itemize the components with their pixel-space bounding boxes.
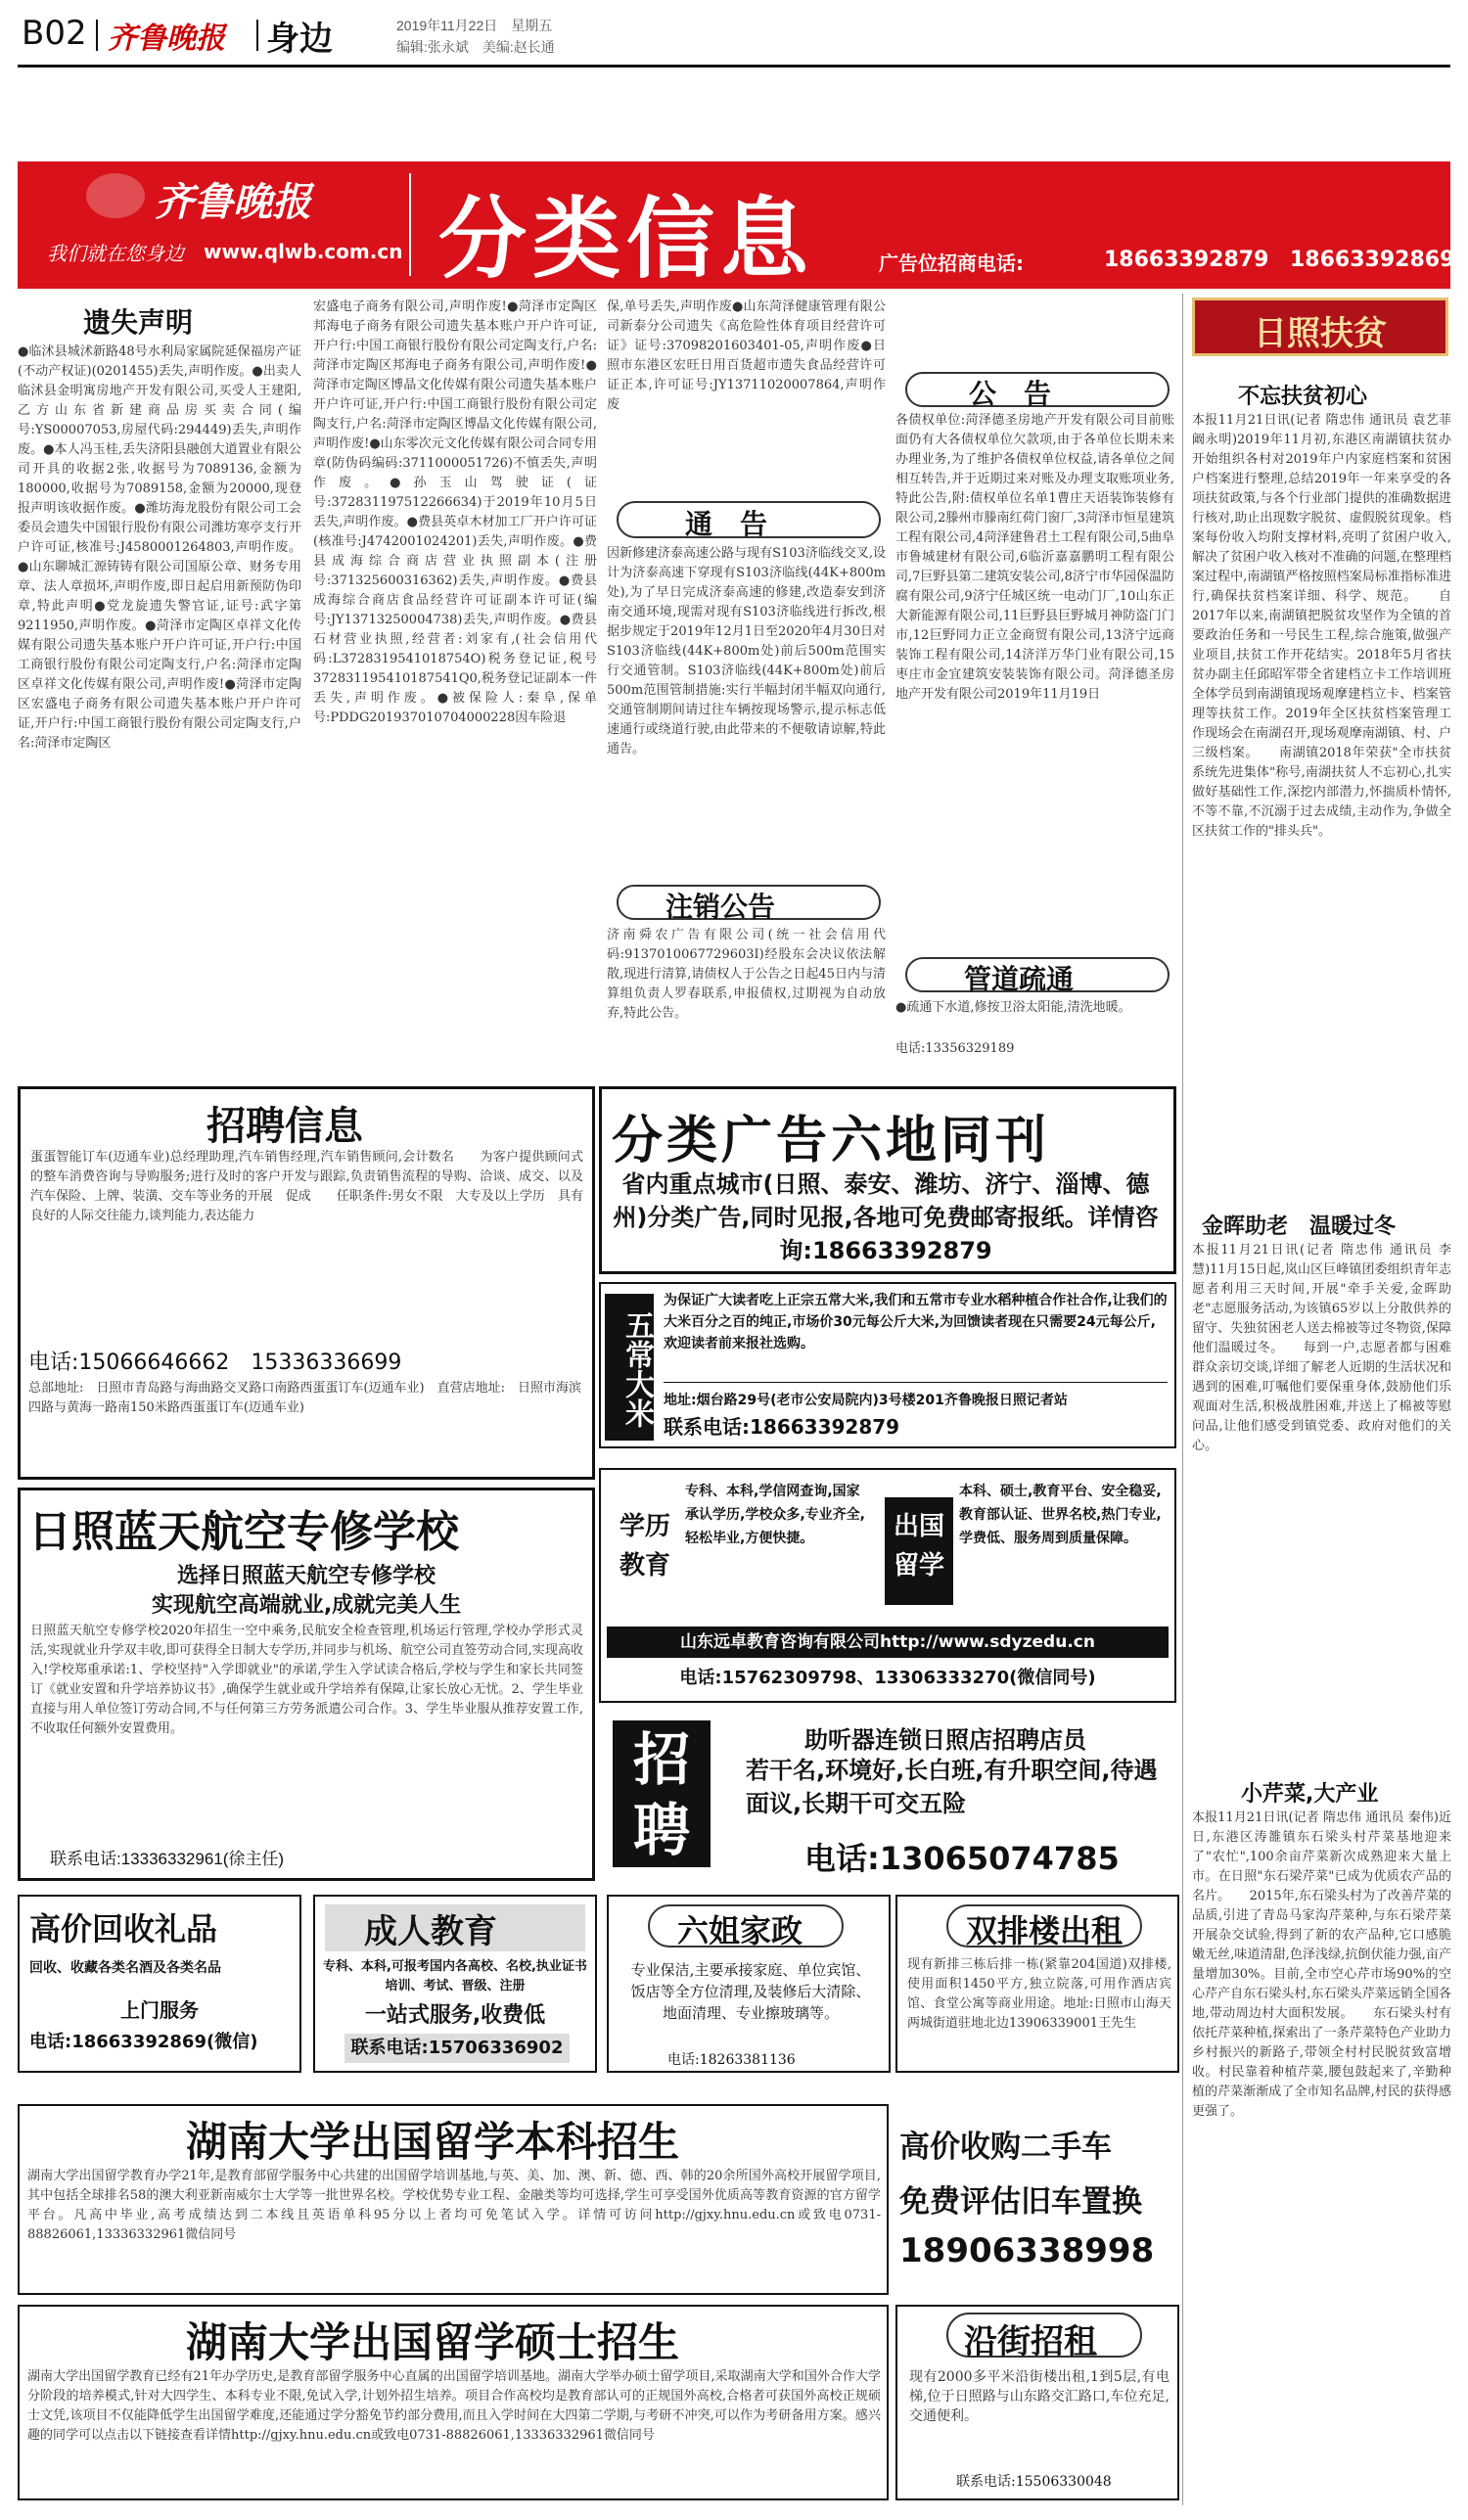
- rent-box: [895, 1895, 1179, 2073]
- hunan-master-box: [18, 2305, 889, 2500]
- section-name: 身边: [266, 20, 333, 59]
- hire-label: 招聘: [613, 1720, 711, 1867]
- cancel-title: 注销公告: [665, 891, 776, 923]
- recruit-title: 招聘信息: [206, 1104, 363, 1149]
- banner-hotline-label: 广告位招商电话:: [879, 252, 1024, 275]
- housekeeping-body: 专业保洁,主要承接家庭、单位宾馆、饭店等全方位清理,及装修后大清除、地面清理、专业擦玻璃等。: [630, 1961, 871, 2022]
- recruit-box: [18, 1086, 595, 1480]
- street-rent-phone: 联系电话:15506330048: [956, 2474, 1112, 2490]
- gift-phone: 电话:18663392869(微信): [29, 2032, 258, 2052]
- page-number: B02: [22, 14, 87, 53]
- banner-slogan: 我们就在您身边: [47, 242, 184, 265]
- banner-phone-1: 18663392879: [1104, 248, 1269, 272]
- flight-school-phone: 联系电话:13336332961(徐主任): [50, 1850, 285, 1868]
- used-car-phone: 18906338998: [899, 2231, 1155, 2270]
- lost-col-1: ●临沭县城沭新路48号水利局家属院延保福房产证(不动产权证)(0201455)丢失,声明作废。●出卖人临沭县金明寓房地产开发有限公司,买受人王建阳,乙方山东省新建商品房买卖合同(编号:YS00007053,房屋代码:294449)丢失,声明作废。●本人冯玉桂,丢失济阳县融创大道置业有限公司开具的收据2张,收据号为7089136,金额为180000,收据号为7089158,金额为20000,现登报声明该收据作废。●潍坊海龙股份有限公司工会委员会遗失中国银行股份有限公司潍坊寒亭支行开户许可证,核准号:J4580001264803,声明作废。●山东聊城汇源铸铸有限公司国原公章、财务专用章、法人章损坏,声明作废,即日起启用新预防伪印章,特此声明●党龙旋遗失警官证,证号:武字第9211950,声明作废。●菏泽市定陶区卓祥文化传媒有限公司遗失基本账户开户许可证,开户行:中国工商银行股份有限公司定陶支行,户名:菏泽市定陶区卓祥文化传媒有限公司,声明作废!●菏泽市定陶区宏盛电子商务有限公司遗失基本账户开户许可证,开户行:中国工商银行股份有限公司定陶支行,户名:菏泽市定陶区: [18, 344, 301, 751]
- flight-school-sub-1: 选择日照蓝天航空专修学校: [176, 1564, 436, 1588]
- gift-box: [18, 1895, 301, 2073]
- gift-service: 上门服务: [120, 1998, 199, 2022]
- hunan-master-title: 湖南大学出国留学硕士招生: [186, 2318, 680, 2366]
- flight-school-title: 日照蓝天航空专修学校: [28, 1507, 459, 1557]
- edu-body-1: 专科、本科,学信网查询,国家承认学历,学校众多,专业齐全,轻松毕业,方便快捷。: [685, 1484, 865, 1546]
- adult-edu-phone: 联系电话:15706336902: [344, 2034, 570, 2063]
- housekeeping-phone: 电话:18263381136: [667, 2052, 796, 2068]
- editors: 编辑:张永斌 美编:赵长通: [396, 39, 555, 55]
- hunan-bachelor-body: 湖南大学出国留学教育办学21年,是教育部留学服务中心共建的出国留学培训基地,与英、美、加、澳、新、德、西、韩的20余所国外高校开展留学项目,其中包括全球排名58的澳大利亚新南威尔士大学等一批世界名校。学校优势专业工程、金融类等均可选择,学生可享受国外优质高等教育资源的官方留学平台。凡高中毕业,高考成绩达到二本线且英语单科95分以上者均可免笔试入学。详情可访问http://gjxy.hnu.edu.cn或致电0731-88826061,13336332961微信同号: [27, 2169, 881, 2242]
- banner-phone-2: 18663392869: [1290, 248, 1455, 272]
- banner: [18, 161, 1455, 291]
- street-rent-box: [895, 2305, 1179, 2500]
- flight-school-sub-2: 实现航空高端就业,成就完美人生: [151, 1593, 462, 1618]
- poverty-a1-title: 不忘扶贫初心: [1238, 385, 1368, 409]
- drain-phone: 电话:13356329189: [895, 1041, 1015, 1056]
- street-rent-title: 沿街招租: [964, 2322, 1097, 2361]
- used-car-box: [895, 2104, 1179, 2295]
- rice-phone: 联系电话:18663392879: [664, 1415, 900, 1439]
- rent-title: 双排楼出租: [966, 1912, 1124, 1949]
- cancel-body: 济南舜农广告有限公司(统一社会信用代码:9137010067729603I)经股东会决议依法解散,现进行清算,请债权人于公告之日起45日内与清算组负责人罗春联系,申报债权,过期视为自动放弃,特此公告。: [607, 928, 886, 1021]
- hire-phone: 电话:13065074785: [804, 1840, 1120, 1877]
- adult-edu-box: [313, 1895, 597, 2073]
- hire-box: [599, 1711, 1176, 1879]
- notice-2-title: 公 告: [969, 378, 1052, 410]
- hire-body: 若干名,环境好,长白班,有升职空间,待遇面议,长期干可交五险: [746, 1757, 1158, 1817]
- paper-name: 齐鲁晚报: [108, 22, 225, 56]
- hunan-bachelor-title: 湖南大学出国留学本科招生: [186, 2118, 680, 2166]
- rice-box: [599, 1282, 1176, 1448]
- lost-col-3: 保,单号丢失,声明作废●山东菏泽健康管理有限公司新泰分公司遗失《高危险性体育项目经营许可证》证号:37098201603401-05,声明作废●日照市东港区宏旺日用百货超市遗失食品经营许可证正本,许可证号:JY13711020007864,声明作废: [607, 299, 886, 412]
- used-car-line-2: 免费评估旧车置换: [899, 2184, 1142, 2220]
- flight-school-box: [18, 1488, 595, 1881]
- rice-address: 地址:烟台路29号(老市公安局院内)3号楼201齐鲁晚报日照记者站: [664, 1393, 1068, 1408]
- gift-sub: 回收、收藏各类名酒及各类名品: [29, 1960, 221, 1976]
- street-rent-body: 现有2000多平米沿街楼出租,1到5层,有电梯,位于日照路与山东路交汇路口,车位充足,交通便利。: [909, 2369, 1170, 2424]
- recruit-address: 总部地址: 日照市青岛路与海曲路交叉路口南路西蛋蛋订车(迈通车业) 直营店地址: 日照市海滨四路与黄海一路南150米路西蛋蛋订车(迈通车业): [28, 1381, 581, 1415]
- hunan-bachelor-box: [18, 2104, 889, 2295]
- banner-title: 分类信息: [438, 188, 814, 291]
- drain-body: ●疏通下水道,修按卫浴太阳能,清洗地暖。: [895, 1000, 1131, 1015]
- banner-url[interactable]: www.qlwb.com.cn: [204, 240, 403, 263]
- housekeeping-title: 六姐家政: [677, 1912, 803, 1949]
- gift-title: 高价回收礼品: [29, 1910, 218, 1947]
- poverty-a1-body: 本报11月21日讯(记者 隋忠伟 通讯员 袁艺菲 阚永明)2019年11月初,东港区南湖镇扶贫办开始组织各村对2019年户内家庭档案和贫困户档案进行整理,总结2019年一年来享受的各项扶贫政策,与各个行业部门提供的准确数据进行核对,助止出现数字脱贫、虚假脱贫现象。档案每份收入均附支撑材料,亮明了贫困户收入,解决了贫困户收入核对不准确的问题,在整理档案过程中,南湖镇严格按照档案局标准指标准进行,确保扶贫档案详细、科学、规范。 自2017年以来,南湖镇把脱贫攻坚作为全镇的首要政治任务和一号民生工程,综合施策,做强产业项目,扶贫工作开花结实。2018年5月省扶贫办副主任邱昭军带全省建档立卡工作培训班全体学员到南湖镇现场观摩建档立卡、档案管理等扶贫工作。2019年全区扶贫档案管理工作现场会在南湖召开,现场观摩南湖镇、村、户三级档案。 南湖镇2018年荣获"全市扶贫系统先进集体"称号,南湖扶贫人不忘初心,扎实做好基础性工作,深挖内部潜力,怀揣质朴情怀,不等不靠,不沉溺于过去成绩,主动作为,争做全区扶贫工作的"排头兵"。: [1192, 413, 1451, 839]
- six-place-body: 省内重点城市(日照、泰安、潍坊、济宁、淄博、德州)分类广告,同时见报,各地可免费邮寄报纸。详情咨询:18663392879: [613, 1170, 1159, 1264]
- edu-company[interactable]: 山东远卓教育咨询有限公司http://www.sdyzedu.cn: [607, 1627, 1169, 1658]
- hunan-master-body: 湖南大学出国留学教育已经有21年办学历史,是教育部留学服务中心直属的出国留学培训基地。湖南大学举办硕士留学项目,采取湖南大学和国外合作大学分阶段的培养模式,针对大四学生、本科专业不限,免试入学,计划外招生培养。项目合作高校均是教育部认可的正规国外高校,合格者可获国外高校正规硕士文凭,该项目不仅能降低学生出国留学难度,还能通过学分豁免节约部分费用,而且入学时间在大四第二学期,与考研不冲突,可以作为考研备用方案。感兴趣的同学可以点击以下链接查看详情http://gjxy.hnu.edu.cn或致电0731-88826061,13336332961微信同号: [27, 2369, 881, 2443]
- edu-label-2: 出国留学: [885, 1497, 953, 1605]
- six-place-box: [599, 1086, 1176, 1274]
- poverty-a2-body: 本报11月21日讯(记者 隋忠伟 通讯员 李慧)11月15日起,岚山区巨峰镇团委组织青年志愿者利用三天时间,开展"牵手关爱,金晖助老"志愿服务活动,为该镇65岁以上分散供养的留守、失独贫困老人送去棉被等过冬物资,保障他们温暖过冬。 每到一户,志愿者都与困难群众亲切交谈,详细了解老人近期的生活状况和遇到的困难,叮嘱他们要保重身体,鼓励他们乐观面对生活,积极战胜困难,并送上了棉被等慰问品,让他们感受到镇党委、政府对他们的关心。: [1192, 1243, 1451, 1453]
- lost-title: 遗失声明: [83, 306, 194, 339]
- housekeeping-box: [607, 1895, 891, 2073]
- recruit-phone: 电话:15066646662 15336336699: [28, 1351, 402, 1375]
- six-place-title: 分类广告六地同刊: [612, 1112, 1051, 1170]
- used-car-line-1: 高价收购二手车: [899, 2130, 1112, 2165]
- notice-1-body: 因新修建济泰高速公路与现有S103济临线交叉,设计为济泰高速下穿现有S103济临线(44K+800m处),为了早日完成济泰高速的修建,改造泰安到济南交通环境,现需对现有S103济临线进行拆改,根据步规定于2019年12月1日至2020年4月30日对S103济临线(44K+800m处)前后500m范围实行交通管制。S103济临线(44K+800m处)前后500m范围管制措施:实行半幅封闭半幅双向通行,交通管制期间请过往车辆按现场警示,提示标志低速通行或绕道行驶,由此带来的不便敬请谅解,特此通告。: [607, 546, 886, 756]
- drain-title: 管道疏通: [964, 963, 1075, 995]
- poverty-a2-title: 金晖助老 温暖过冬: [1202, 1214, 1397, 1239]
- notice-1-title: 通 告: [685, 508, 768, 540]
- adult-edu-body: 专科、本科,可报考国内各高校、名校,执业证书培训、考试、晋级、注册: [323, 1959, 587, 1993]
- issue-date: 2019年11月22日 星期五: [396, 18, 553, 33]
- lost-col-2: 宏盛电子商务有限公司,声明作废!●菏泽市定陶区邦海电子商务有限公司遗失基本账户开户许可证,开户行:中国工商银行股份有限公司定陶支行,户名:菏泽市定陶区邦海电子商务有限公司,声明作废!●菏泽市定陶区博晶文化传媒有限公司遗失基本账户开户许可证,开户行:中国工商银行股份有限公司定陶支行,户名:菏泽市定陶区博晶文化传媒有限公司,声明作废!●山东零次元文化传媒有限公司合同专用章(防伪码编码:3711000051726)不慎丢失,声明作废。●孙玉山驾驶证(证号:372831197512266634)于2019年10月5日丢失,声明作废。●费县英卓木材加工厂开户许可证(核准号:J4742001024201)丢失,声明作废。●费县成海综合商店营业执照副本(注册号:371325600316362)丢失,声明作废。●费县成海综合商店食品经营许可证副本许可证(编号:JY13713250004738)丢失,声明作废。●费县石材营业执照,经营者:刘家有,(社会信用代码:L3728319541018754O)税务登记证,税号372831195410187541Q0,税务登记证副本一件丢失,声明作废。●被保险人:秦阜,保单号:PDDG201937010704000228因车险退: [313, 299, 597, 725]
- flight-school-body: 日照蓝天航空专修学校2020年招生一空中乘务,民航安全检查管理,机场运行管理,学校办学形式灵活,实现就业升学双丰收,即可获得全日制大专学历,并同步与机场、航空公司直签劳动合同,实现高收入!学校郑重承诺:1、学校坚持"入学即就业"的承诺,学生入学试读合格后,学校与学生和家长共同签订《就业安置和升学培养协议书》,确保学生就业或升学培养有保障,让家长放心无忧。2、学生毕业直接与用人单位签订劳动合同,不与任何第三方劳务派遣公司合作。3、学生毕业服从推荐安置工作,不收取任何额外安置费用。: [30, 1624, 583, 1736]
- edu-label-1: 学历教育: [611, 1497, 679, 1605]
- edu-body-2: 本科、硕士,教育平台、安全稳妥,教育部认证、世界名校,热门专业,学费低、服务周到质量保障。: [959, 1484, 1162, 1546]
- recruit-body: 蛋蛋智能订车(迈通车业)总经理助理,汽车销售经理,汽车销售顾问,会计数名 为客户提供顾问式的整车消费咨询与导购服务;进行及时的客户开发与跟踪,负责销售流程的导购、洽谈、成交、以及汽车保险、上牌、装潢、交车等业务的开展 促成 任职条件:男女不限 大专及以上学历 具有良好的人际交往能力,谈判能力,表达能力: [30, 1150, 583, 1223]
- adult-edu-title: 成人教育: [364, 1912, 497, 1951]
- poverty-a3-body: 本报11月21日讯(记者 隋忠伟 通讯员 秦伟)近日,东港区涛雒镇东石梁头村芹菜基地迎来了"农忙",100余亩芹菜新次成熟迎来大量上市。在日照"东石梁芹菜"已成为优质农产品的名片。 2015年,东石梁头村为了改善芹菜的品质,引进了青岛马家沟芹菜种,与东石梁芹菜开展杂交试验,得到了新的农产品种,它口感脆嫩无丝,味道清甜,色泽浅绿,抗倒伏能力强,亩产量增加30%。目前,全市空心芹市场90%的空心芹产自东石梁头村,东石梁头芹菜远销全国各地,带动周边村大面积发展。 东石梁头村有依托芹菜种植,探索出了一条芹菜特色产业助力乡村振兴的新路子,带领全村村民脱贫致富增收。村民靠着种植芹菜,腰包鼓起来了,辛勤种植的芹菜渐渐成了全市知名品牌,村民的获得感更强了。: [1192, 1810, 1451, 2119]
- rice-label: 五常大米: [605, 1294, 654, 1441]
- poverty-a3-title: 小芹菜,大产业: [1241, 1782, 1379, 1807]
- poverty-header: [1192, 298, 1448, 356]
- rice-body: 为保证广大读者吃上正宗五常大米,我们和五常市专业水稻种植合作社合作,让我们的大米百分之百的纯正,市场价30元每公斤大米,为回馈读者现在只需要24元每公斤,欢迎读者前来报社选购。: [664, 1293, 1168, 1352]
- hire-title: 助听器连锁日照店招聘店员: [804, 1726, 1086, 1754]
- banner-logo: 齐鲁晚报: [155, 179, 311, 225]
- adult-edu-slogan: 一站式服务,收费低: [364, 2003, 546, 2028]
- rent-body: 现有新排三栋后排一栋(紧靠204国道)双排楼,使用面积1450平方,独立院落,可用作酒店宾馆、食堂公寓等商业用途。地址:日照市山海天两城街道驻地北边13906339001王先生: [907, 1957, 1171, 2031]
- poverty-title: 日照扶贫: [1254, 314, 1387, 353]
- notice-2-body: 各债权单位:菏泽德圣房地产开发有限公司目前账面仍有大各债权单位欠款项,由于各单位长期未来办理业务,为了维护各债权单位权益,请各单位之间相互转告,并于近期过来对账及办理支取账项业务,特此公告,附:债权单位名单1曹庄天语装饰装修有限公司,2滕州市滕南红荷门窗厂,3菏泽市恒星建筑工程有限公司,4菏泽建鲁君土工程有限公司,5曲阜市鲁城建材有限公司,6临沂嘉嘉鹏明工程有限公司,7巨野县第二建筑安装公司,8济宁市华园保温防腐有限公司,9济宁任城区统一电动门厂,10山东正大新能源有限公司,11巨野县巨野城月神防盗门门市,12巨野同力正立金商贸有限公司,13济宁远商装饰工程有限公司,14济洋万华门业有限公司,15枣庄市金宜建筑安装装饰有限公司。菏泽德圣房地产开发有限公司2019年11月19日: [895, 413, 1174, 702]
- edu-phone: 电话:15762309798、13306333270(微信同号): [679, 1668, 1096, 1688]
- edu-box: [599, 1468, 1176, 1703]
